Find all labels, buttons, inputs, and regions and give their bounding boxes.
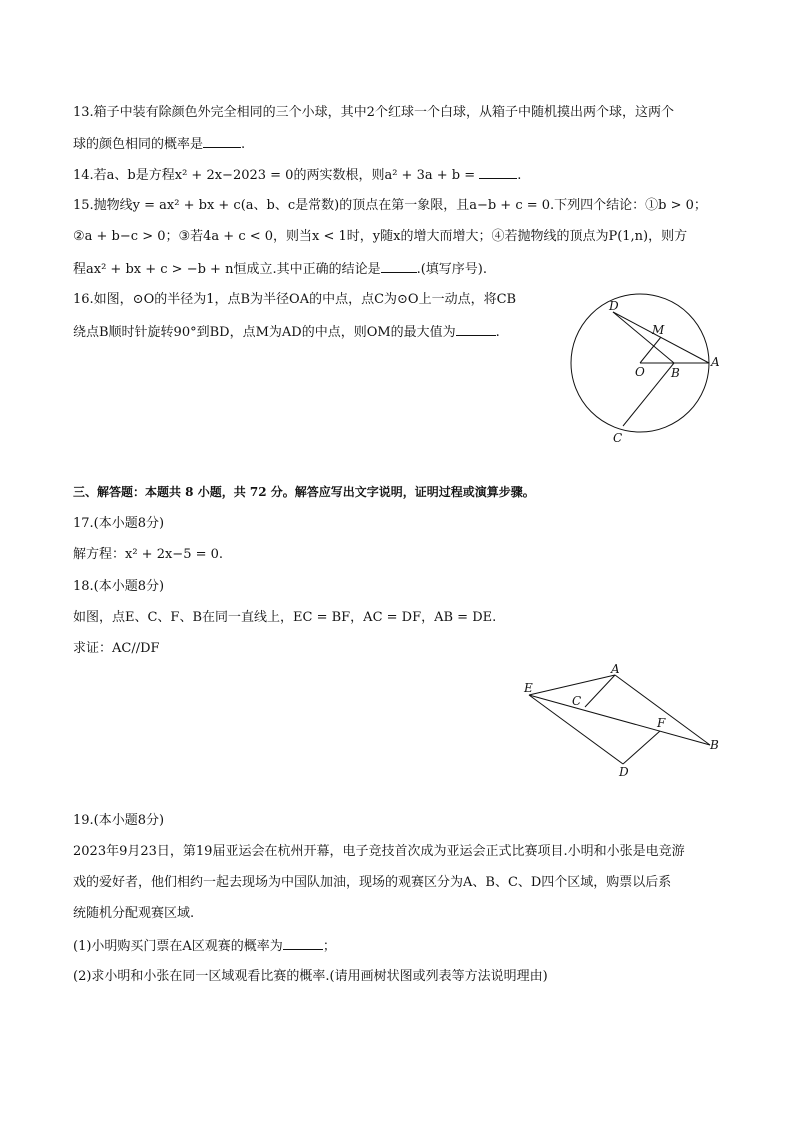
label-e: E [524, 681, 533, 695]
q14-text: 14.若a、b是方程x² + 2x−2023 = 0的两实数根，则a² + 3a + b = [73, 168, 480, 183]
label-c: C [613, 431, 623, 445]
q19-line3: 统随机分配观赛区域. [73, 906, 195, 921]
q18-title: 18.(本小题8分) [73, 579, 165, 594]
q15-line1: 15.抛物线y = ax² + bx + c(a、b、c是常数)的顶点在第一象限，且a−b + c = 0.下列四个结论：①b > 0； [73, 198, 707, 213]
circle-figure [560, 292, 730, 450]
label-b: B [671, 366, 680, 380]
segment-ea [529, 675, 615, 695]
segment-bc [623, 363, 674, 426]
label-b: B [710, 738, 719, 752]
answer-blank [456, 321, 496, 336]
label-o: O [635, 365, 645, 379]
q16-line1: 16.如图，⊙O的半径为1，点B为半径OA的中点，点C为⊙O上一动点，将CB [73, 292, 517, 307]
parallel-figure [515, 660, 725, 782]
answer-blank [203, 133, 241, 148]
segment-eb [529, 695, 710, 745]
segment-db [613, 312, 674, 363]
label-d: D [619, 765, 629, 779]
label-c: C [572, 694, 582, 708]
q19-part1 [73, 935, 336, 957]
q13-line2 [73, 133, 245, 155]
q16-text: 绕点B顺时针旋转90°到BD，点M为AD的中点，则OM的最大值为 [73, 325, 456, 340]
segment-ac [585, 675, 615, 707]
q15-end: .(填写序号). [416, 262, 487, 277]
label-d: D [609, 299, 619, 313]
label-f: F [657, 716, 666, 730]
q14-end: . [517, 168, 522, 183]
q19-line1: 2023年9月23日，第19届亚运会在杭州开幕，电子竞技首次成为亚运会正式比赛项目.小明和小张是电竞游 [73, 844, 685, 859]
label-m: M [652, 323, 665, 337]
section3-heading: 三、解答题：本题共 8 小题，共 72 分。解答应写出文字说明，证明过程或演算步骤。 [73, 485, 535, 499]
q13-end: . [241, 137, 246, 152]
q15-line2: ②a + b−c > 0；③若4a + c < 0，则当x < 1时，y随x的增大而增大；④若抛物线的顶点为P(1,n)，则方 [73, 229, 688, 244]
q19-part1-text: (1)小明购买门票在A区观赛的概率为 [73, 939, 283, 954]
segment-ab [615, 675, 710, 745]
q19-part1-end: ； [322, 939, 336, 954]
q15-text: 程ax² + bx + c > −b + n恒成立.其中正确的结论是 [73, 262, 381, 277]
q13-line1: 13.箱子中装有除颜色外完全相同的三个小球，其中2个红球一个白球，从箱子中随机摸出两个球，这两个 [73, 105, 674, 120]
q13-text: 球的颜色相同的概率是 [73, 137, 204, 152]
q19-part2: (2)求小明和小张在同一区域观看比赛的概率.(请用画树状图或列表等方法说明理由) [73, 969, 548, 984]
q18-body: 如图，点E、C、F、B在同一直线上，EC = BF，AC = DF，AB = DE. [73, 610, 497, 625]
q15-line3 [73, 258, 487, 280]
q19-title: 19.(本小题8分) [73, 813, 165, 828]
q16-end: . [495, 325, 500, 340]
label-a: A [611, 662, 620, 676]
q16-line2 [73, 321, 500, 343]
q17-body: 解方程：x² + 2x−5 = 0. [73, 547, 224, 562]
label-a: A [711, 355, 720, 369]
q19-line2: 戏的爱好者，他们相约一起去现场为中国队加油，现场的观赛区分为A、B、C、D四个区域，购票以后系 [73, 875, 672, 890]
answer-blank [479, 164, 517, 179]
answer-blank [283, 935, 323, 950]
q17-title: 17.(本小题8分) [73, 516, 165, 531]
q14-line [73, 164, 521, 186]
answer-blank [381, 258, 417, 273]
segment-fd [623, 731, 660, 764]
q18-prove: 求证：AC//DF [73, 641, 160, 656]
